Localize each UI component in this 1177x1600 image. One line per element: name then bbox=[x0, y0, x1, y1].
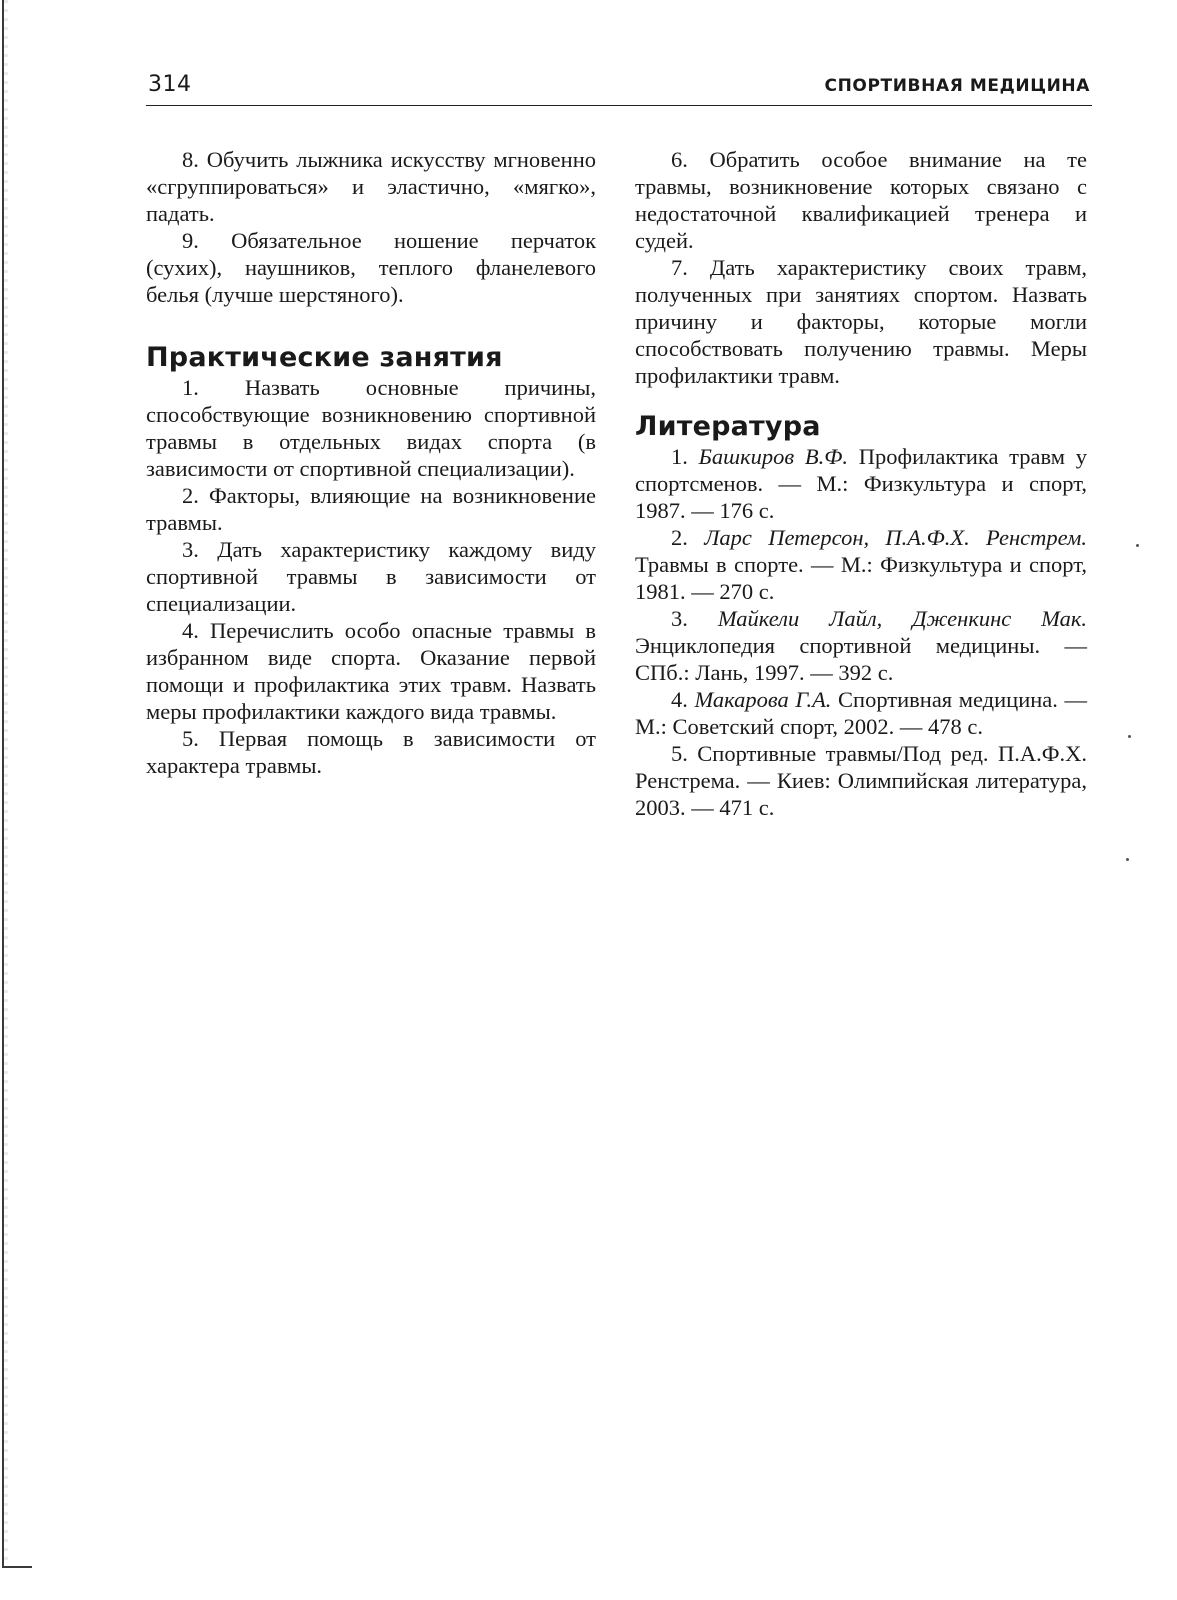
entry-details: Профилактика травм у спортсменов. — М.: Физкультура и спорт, 1987. — 176 с. bbox=[635, 444, 1087, 523]
entry-author: Ларс Петерсон, П.А.Ф.Х. Ренстрем. bbox=[704, 525, 1088, 550]
list-item: 7. Дать характеристику своих травм, полученных при занятиях спортом. Назвать причину и факторы, которые могли способствовать получению травмы. Меры профилактики травм. bbox=[635, 255, 1087, 388]
list-item: 2. Факторы, влияющие на возникновение травмы. bbox=[146, 483, 596, 535]
page-header bbox=[148, 72, 1090, 97]
literature-entry bbox=[635, 605, 1087, 686]
entry-number: 2. bbox=[671, 525, 705, 550]
entry-details: Энциклопедия спортивной медицины. — СПб.: Лань, 1997. — 392 с. bbox=[635, 633, 1087, 685]
entry-details: 5. Спортивные травмы/Под ред. П.А.Ф.Х. Ренстрема. — Киев: Олимпийская литература, 2003. — 471 с. bbox=[635, 741, 1087, 820]
entry-details: Травмы в спорте. — М.: Физкультура и спорт, 1981. — 270 с. bbox=[635, 552, 1087, 604]
entry-author: Башкиров В.Ф. bbox=[698, 444, 849, 469]
list-item: 8. Обучить лыжника искусству мгновенно «сгруппироваться» и эластично, «мягко», падать. bbox=[146, 147, 596, 226]
entry-author: Майкели Лайл, Дженкинс Мак. bbox=[717, 606, 1087, 631]
literature-entry bbox=[635, 443, 1087, 524]
right-column bbox=[635, 146, 1087, 821]
literature-entry bbox=[635, 740, 1087, 821]
literature-entry bbox=[635, 686, 1087, 740]
list-item: 6. Обратить особое внимание на те травмы, возникновение которых связано с недостаточной квалификацией тренера и судей. bbox=[635, 147, 1087, 253]
scan-speck bbox=[1126, 858, 1129, 861]
list-item: 9. Обязательное ношение перчаток (сухих), наушников, теплого фланелевого белья (лучше шерстяного). bbox=[146, 228, 596, 307]
entry-number: 3. bbox=[671, 606, 718, 631]
left-column bbox=[146, 146, 596, 779]
list-item: 1. Назвать основные причины, способствующие возникновению спортивной травмы в отдельных видах спорта (в зависимости от спортивной специализации). bbox=[146, 375, 596, 481]
entry-number: 4. bbox=[671, 687, 695, 712]
page-binding-corner bbox=[2, 1566, 32, 1568]
literature-entry bbox=[635, 524, 1087, 605]
entry-details: Спортивная медицина. — М.: Советский спорт, 2002. — 478 с. bbox=[635, 687, 1088, 739]
scan-speck bbox=[1136, 544, 1139, 547]
running-title: СПОРТИВНАЯ МЕДИЦИНА bbox=[824, 76, 1090, 96]
page-number: 314 bbox=[148, 72, 192, 97]
list-item: 4. Перечислить особо опасные травмы в избранном виде спорта. Оказание первой помощи и профилактика этих травм. Назвать меры профилактики каждого вида травмы. bbox=[146, 618, 596, 724]
practical-heading: Практические занятия bbox=[146, 342, 503, 373]
header-rule bbox=[146, 105, 1092, 106]
entry-number: 1. bbox=[671, 444, 699, 469]
scan-speck bbox=[1128, 735, 1131, 738]
page-binding-edge bbox=[2, 0, 8, 1568]
list-item: 5. Первая помощь в зависимости от характера травмы. bbox=[146, 726, 596, 778]
list-item: 3. Дать характеристику каждому виду спортивной травмы в зависимости от специализации. bbox=[146, 537, 596, 616]
literature-heading: Литература bbox=[635, 411, 821, 442]
entry-author: Макарова Г.А. bbox=[694, 687, 832, 712]
